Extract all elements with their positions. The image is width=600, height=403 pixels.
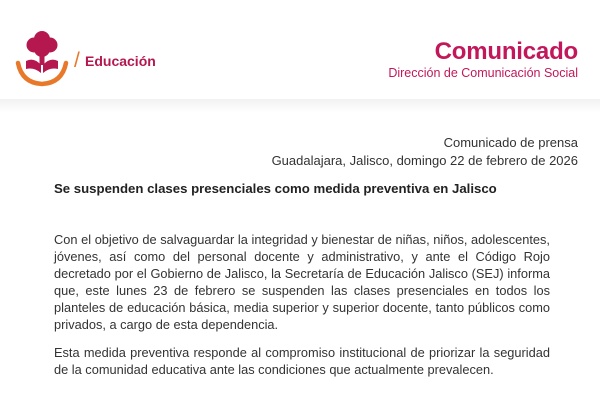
release-meta — [272, 134, 578, 170]
logo-divider-slash: / — [74, 49, 80, 72]
department-name: Educación — [85, 53, 156, 69]
header — [0, 0, 600, 108]
release-headline: Se suspenden clases presenciales como medida preventiva en Jalisco — [54, 181, 497, 196]
body-paragraph-2: Esta medida preventiva responde al compromiso institucional de priorizar la seguridad de la comunidad educativa ante las condiciones que actualmente prevalecen. — [54, 345, 550, 377]
page-title: Comunicado — [434, 38, 578, 65]
page-subtitle: Dirección de Comunicación Social — [388, 66, 578, 80]
body-paragraph-1: Con el objetivo de salvaguardar la integridad y bienestar de niñas, niños, adolescentes, jóvenes, así como del personal docente y administrativo, y ante el Código Rojo decretado por el Gobierno de Jalisco, la Secretaría de Educación Jalisco (SEJ) informa que, este lunes 23 de febrero se suspenden las clases presenciales en todos los planteles de educación básica, media superior y superior docente, tanto públicos como privados, a cargo de esta dependencia. — [54, 232, 550, 332]
header-divider — [0, 99, 600, 113]
release-type: Comunicado de prensa — [443, 135, 578, 150]
release-place-date: Guadalajara, Jalisco, domingo 22 de febrero de 2026 — [271, 153, 578, 168]
education-logo-icon — [12, 27, 72, 87]
